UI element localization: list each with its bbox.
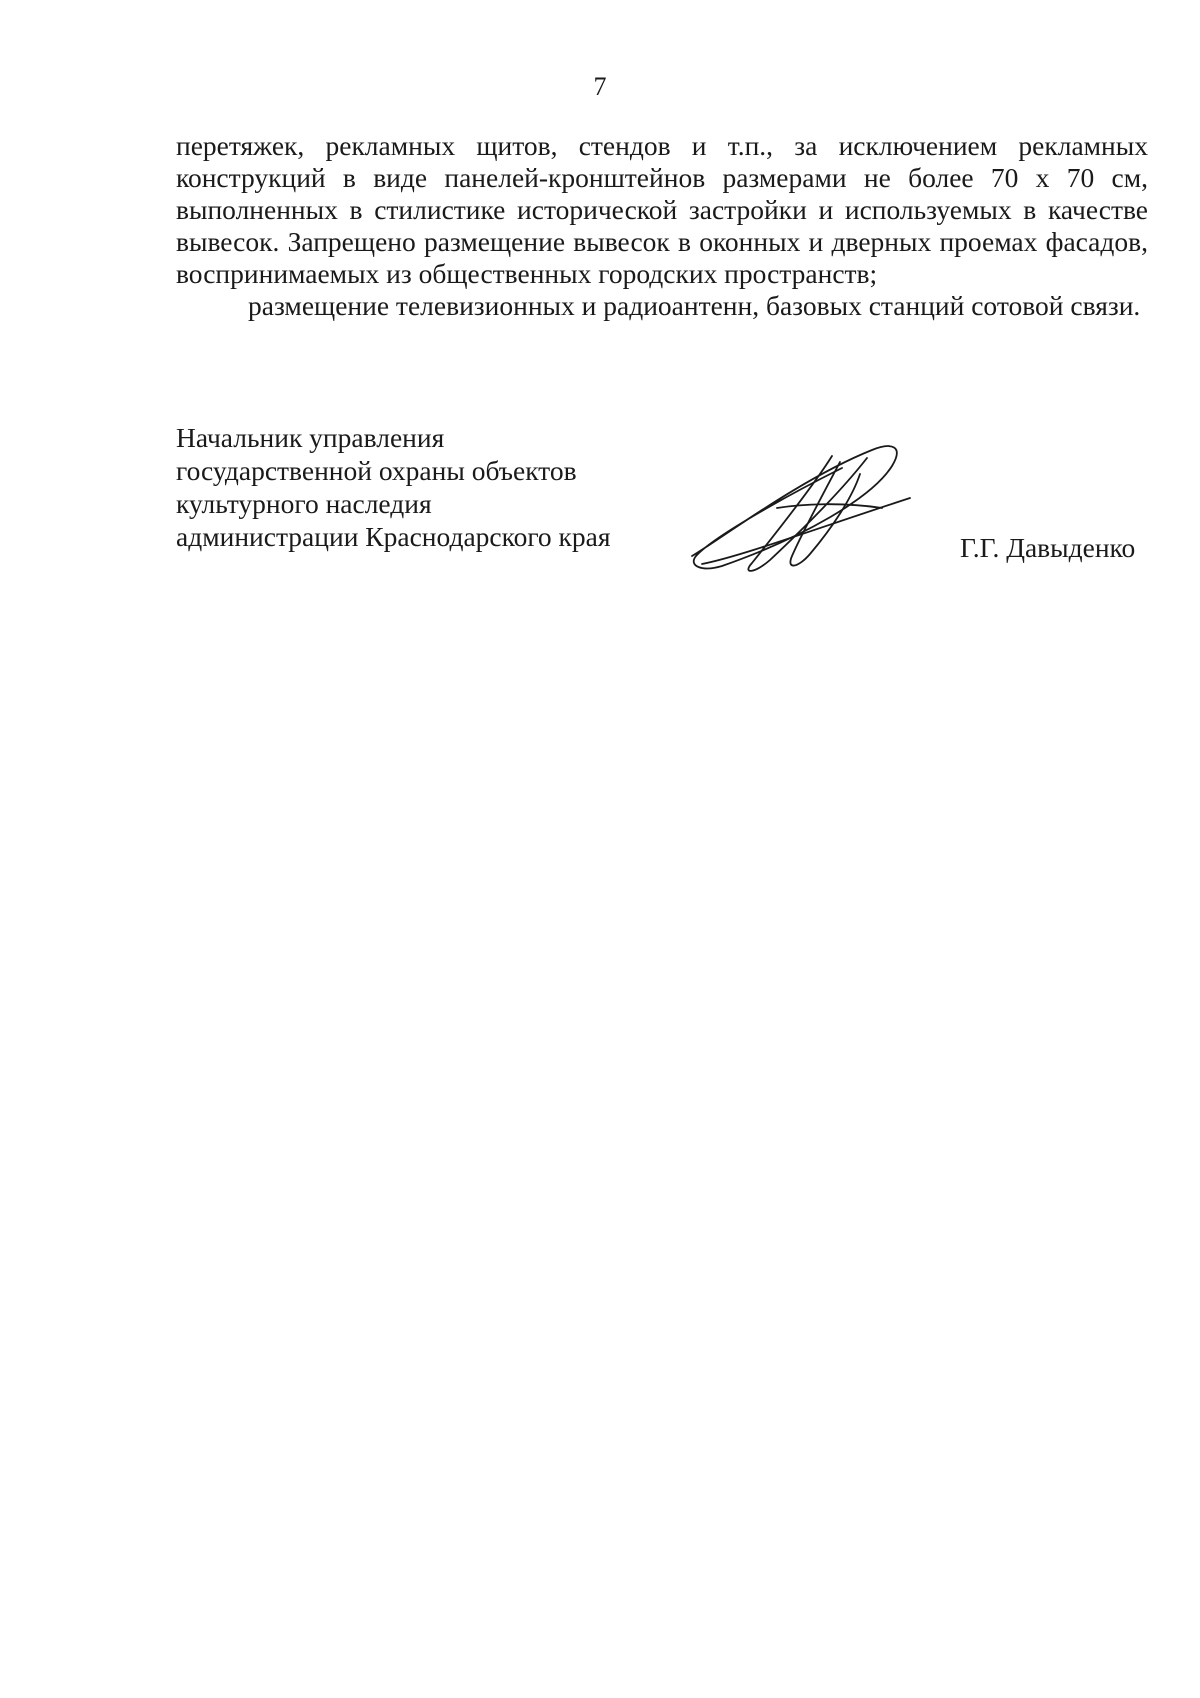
signatory-name: Г.Г. Давыденко bbox=[960, 532, 1136, 563]
signatory-title bbox=[176, 421, 611, 553]
signatory-title-line: администрации Краснодарского края bbox=[176, 521, 611, 552]
paragraph-antennas: размещение телевизионных и радиоантенн, базовых станций сотовой связи. bbox=[248, 290, 1141, 321]
page-number: 7 bbox=[593, 72, 607, 101]
signatory-title-line: Начальник управления bbox=[176, 422, 445, 453]
signatory-title-line: культурного наследия bbox=[176, 488, 432, 519]
document-body bbox=[176, 130, 1148, 322]
paragraph-advertising: перетяжек, рекламных щитов, стендов и т.п., за исключением рекламных конструкций в виде панелей-кронштейнов размерами не более 70 х 70 см, выполненных в стилистике исторической застройки и используемых в качестве вывесок. Запрещено размещение вывесок в оконных и дверных проемах фасадов, воспринимаемых из общественных городских пространств; bbox=[176, 130, 1148, 289]
handwritten-signature-icon bbox=[682, 438, 912, 578]
signatory-title-line: государственной охраны объектов bbox=[176, 455, 577, 486]
